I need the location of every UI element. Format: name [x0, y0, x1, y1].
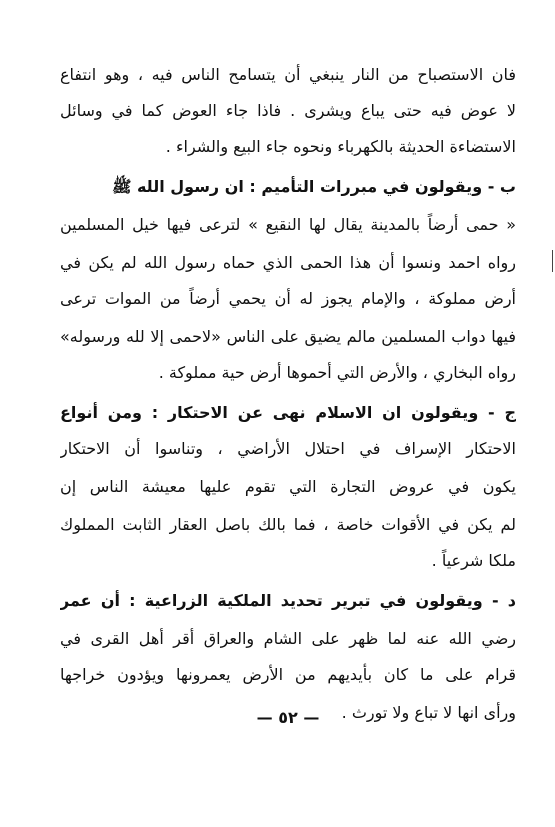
text-line: رواه البخاري ، والأرض التي أحموها أرض حية مملوكة . [158, 363, 516, 382]
text-line: الاحتكار الإسراف في احتلال الأراضي ، وتناسوا أن الاحتكار [60, 439, 516, 458]
page-number: — ٥٢ — [256, 708, 320, 727]
text-line: رواه احمد ونسوا أن هذا الحمى الذي حماه رسول الله لم يكن في [60, 253, 516, 272]
text-line: الاستضاءة الحديثة بالكهرباء ونحوه جاء البيع والشراء . [165, 137, 516, 156]
section-b-heading-line: ب - ويقولون في مبررات التأميم : ان رسول الله ﷺ [112, 177, 516, 196]
text-line: فيها دواب المسلمين مالم يضيق على الناس «لاحمى إلا لله ورسوله» [60, 327, 516, 346]
text-line: يكون في عروض التجارة التي تقوم عليها معيشة الناس إن [60, 477, 516, 496]
text-line: لم يكن في الأقوات خاصة ، فما بالك باصل العقار الثابت المملوك [60, 515, 516, 534]
text-line: فان الاستصباح من النار ينبغي أن يتسامح الناس فيه ، وهو انتفاع [60, 65, 516, 84]
section-d-heading-line: د - ويقولون في تبرير تحديد الملكية الزراعية : أن عمر [60, 591, 516, 610]
text-line: رضي الله عنه لما ظهر على الشام والعراق أقر أهل القرى في [60, 629, 516, 648]
text-line: لا عوض فيه حتى يباع ويشرى . فاذا جاء العوض كما في وسائل [60, 101, 516, 120]
text-line: « حمى أرضاً بالمدينة يقال لها النقيع » لترعى فيها خيل المسلمين [60, 215, 516, 234]
text-line: ملكا شرعياً . [431, 551, 516, 570]
page-edge-mark [552, 250, 553, 272]
text-line: أرض مملوكة ، والإمام يجوز له أن يحمي أرضاً من الموات ترعى [60, 289, 516, 308]
text-line: قرام على ما كان بأيديهم من الأرض يعمرونها ويؤدون خراجها [60, 665, 516, 684]
book-page [60, 58, 516, 798]
text-line: ورأى انها لا تباع ولا تورث . [341, 703, 516, 722]
section-c-heading-line: ج - ويقولون ان الاسلام نهى عن الاحتكار : ومن أنواع [60, 403, 516, 422]
